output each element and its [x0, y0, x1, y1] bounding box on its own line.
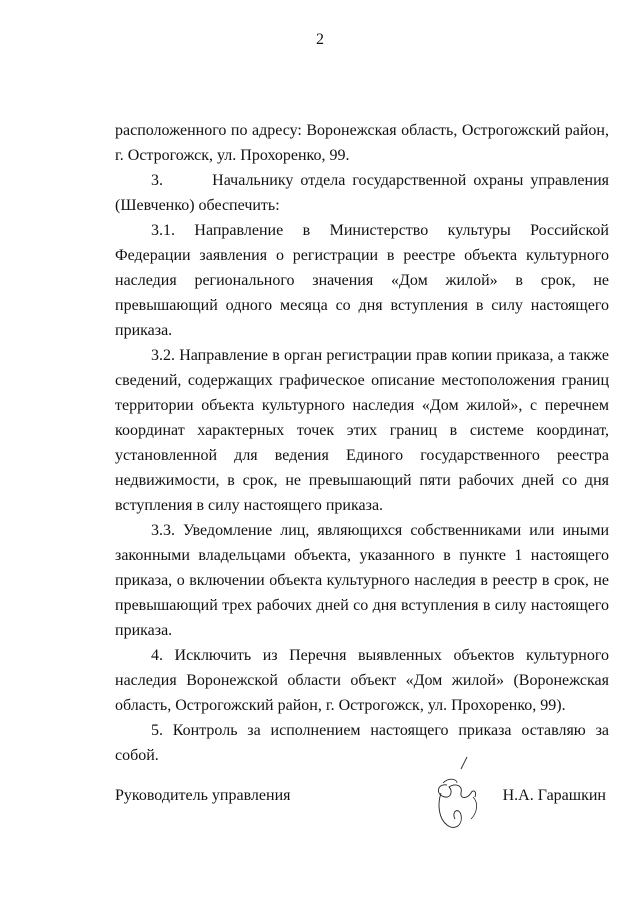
paragraph-address-continuation: расположенного по адресу: Воронежская область, Острогожский район, г. Острогожск, ул. Прохоренко, 99. [115, 122, 609, 164]
paragraph-item-4: 4. Исключить из Перечня выявленных объектов культурного наследия Воронежской области объект «Дом жилой» (Воронежская область, Острогожский район, г. Острогожск, ул. Прохоренко, 99). [115, 647, 609, 714]
paragraph-item-3-2: 3.2. Направление в орган регистрации прав копии приказа, а также сведений, содержащих графическое описание местоположения границ территории объекта культурного наследия «Дом жилой», с перечнем координат характерных точек этих границ в системе координат, установленной для ведения Единого государственного реестра недвижимости, в срок, не превышающий пяти рабочих дней со дня вступления в силу настоящего приказа. [115, 347, 609, 514]
paragraph-item-3: 3. Начальнику отдела государственной охраны управления (Шевченко) обеспечить: [115, 172, 609, 214]
paragraph-item-3-3: 3.3. Уведомление лиц, являющихся собственниками или иными законными владельцами объекта, указанного в пункте 1 настоящего приказа, о включении объекта культурного наследия в реестр в срок, не превышающий трех рабочих дней со дня вступления в силу настоящего приказа. [115, 522, 609, 639]
paragraph-item-5: 5. Контроль за исполнением настоящего приказа оставляю за собой. [115, 722, 609, 764]
signature-block [115, 783, 609, 813]
signer-title: Руководитель управления [115, 787, 291, 804]
page-number: 2 [316, 31, 324, 48]
handwritten-signature [427, 753, 487, 843]
paragraph-item-3-1: 3.1. Направление в Министерство культуры Российской Федерации заявления о регистрации в реестре объекта культурного наследия регионального значения «Дом жилой» в срок, не превышающий одного месяца со дня вступления в силу настоящего приказа. [115, 222, 609, 339]
document-body [115, 118, 609, 768]
signer-name: Н.А. Гарашкин [502, 787, 606, 804]
